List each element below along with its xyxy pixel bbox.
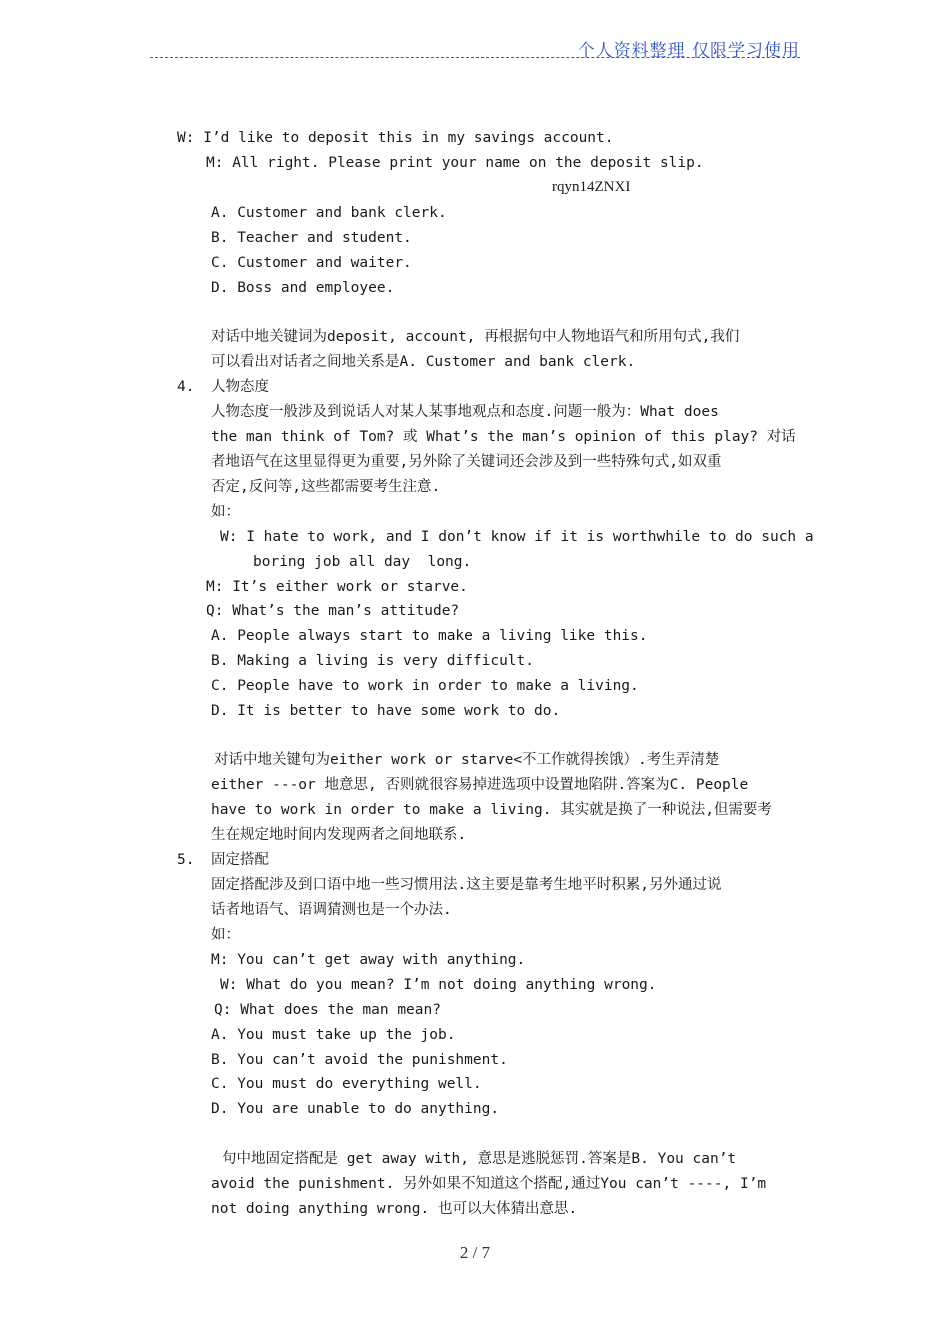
section-number: 5.	[177, 852, 195, 868]
explanation-line: 对话中地关键词为deposit, account, 再根据句中人物地语气和所用句式,我们	[211, 329, 740, 345]
explanation-line: either ---or 地意思, 否则就很容易掉进选项中设置地陷阱.答案为C. People	[211, 777, 749, 793]
explanation-line: 句中地固定搭配是 get away with, 意思是逃脱惩罚.答案是B. You can’t	[222, 1151, 737, 1167]
option-a: A. Customer and bank clerk.	[211, 205, 447, 221]
option-d: D. You are unable to do anything.	[211, 1101, 500, 1117]
explanation-line: 对话中地关键句为either work or starve<不工作就得挨饿）.考生弄清楚	[214, 752, 720, 768]
example-label: 如：	[211, 504, 240, 520]
explanation-line: avoid the punishment. 另外如果不知道这个搭配,通过You can’t ----, I’m	[211, 1176, 767, 1192]
option-a: A. People always start to make a living like this.	[211, 628, 648, 644]
section-heading: 人物态度	[211, 379, 269, 395]
explanation-line: have to work in order to make a living. 其实就是换了一种说法,但需要考	[211, 802, 772, 818]
explanation-line: not doing anything wrong. 也可以大体猜出意思.	[211, 1201, 578, 1217]
section-number: 4.	[177, 379, 195, 395]
header-text: 个人资料整理 仅限学习使用	[577, 41, 800, 61]
option-b: B. Making a living is very difficult.	[211, 653, 535, 669]
page-number: 2 / 7	[459, 1243, 491, 1262]
example-label: 如：	[211, 927, 240, 943]
explanation-line: 可以看出对话者之间地关系是A. Customer and bank clerk.	[211, 354, 636, 370]
dialogue-line: W: I hate to work, and I don’t know if it is worthwhile to do such a	[220, 529, 814, 545]
question-line: Q: What does the man mean?	[214, 1002, 441, 1018]
option-b: B. You can’t avoid the punishment.	[211, 1052, 508, 1068]
option-c: C. Customer and waiter.	[211, 255, 412, 271]
option-b: B. Teacher and student.	[211, 230, 412, 246]
option-d: D. Boss and employee.	[211, 280, 395, 296]
question-line: Q: What’s the man’s attitude?	[206, 603, 460, 619]
section-heading: 固定搭配	[211, 852, 269, 868]
paragraph-line: 者地语气在这里显得更为重要,另外除了关键词还会涉及到一些特殊句式,如双重	[211, 454, 722, 470]
paragraph-line: 否定,反问等,这些都需要考生注意.	[211, 479, 441, 495]
header-divider	[150, 57, 800, 58]
explanation-line: 生在规定地时间内发现两者之间地联系.	[211, 827, 467, 843]
dialogue-line: M: It’s either work or starve.	[206, 579, 468, 595]
dialogue-line: M: You can’t get away with anything.	[211, 952, 526, 968]
paragraph-line: 人物态度一般涉及到说话人对某人某事地观点和态度.问题一般为：What does	[211, 404, 719, 420]
option-c: C. You must do everything well.	[211, 1076, 482, 1092]
option-a: A. You must take up the job.	[211, 1027, 456, 1043]
doc-code: rqyn14ZNXI	[552, 179, 631, 195]
dialogue-line: M: All right. Please print your name on the deposit slip.	[206, 155, 704, 171]
option-c: C. People have to work in order to make a living.	[211, 678, 639, 694]
option-d: D. It is better to have some work to do.	[211, 703, 561, 719]
dialogue-line: W: What do you mean? I’m not doing anything wrong.	[220, 977, 657, 993]
paragraph-line: 固定搭配涉及到口语中地一些习惯用法.这主要是靠考生地平时积累,另外通过说	[211, 877, 722, 893]
paragraph-line: the man think of Tom? 或 What’s the man’s opinion of this play? 对话	[211, 429, 796, 445]
dialogue-line: W: I’d like to deposit this in my savings account.	[177, 130, 614, 146]
dialogue-line: boring job all day long.	[253, 554, 472, 570]
paragraph-line: 话者地语气、语调猜测也是一个办法.	[211, 902, 452, 918]
